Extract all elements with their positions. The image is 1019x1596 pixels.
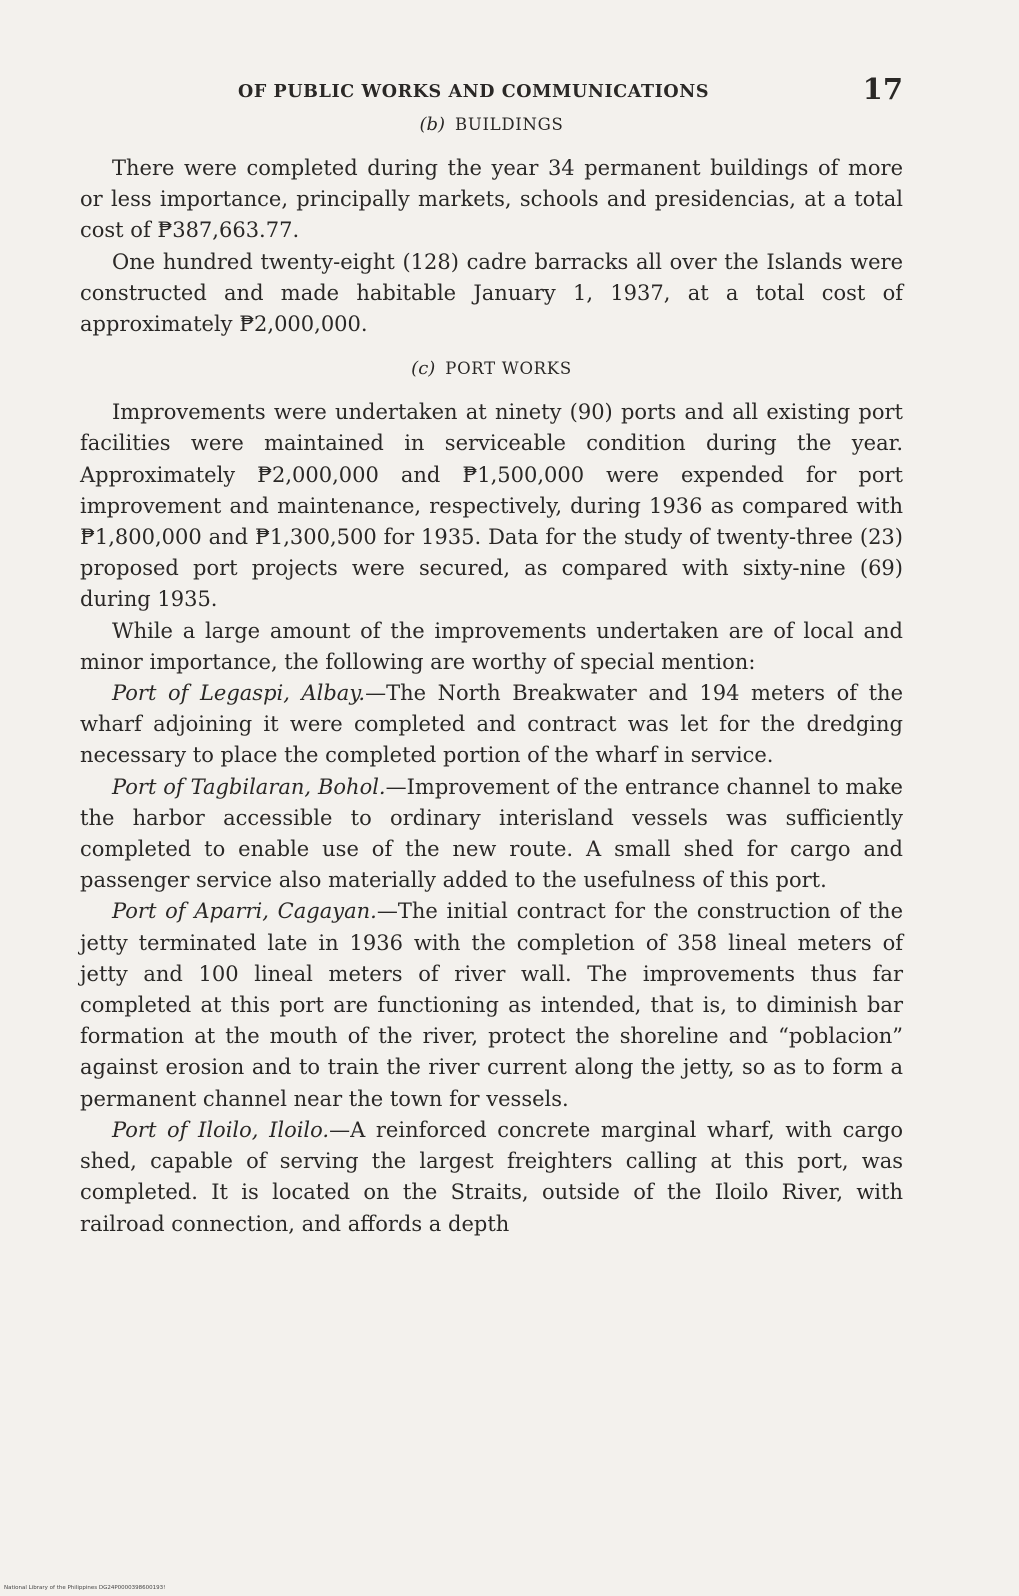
section-title: BUILDINGS [455,115,564,134]
paragraph-port-improvements: Improvements were undertaken at ninety (90) ports and all existing port facilities were maintained in serviceable condition during the year. Approximately ₱2,000,000 and ₱1,500,000 were expended for port improvement and maintenance, respectively, during 1936 as compared with ₱1,800,000 and ₱1,300,500 for 1935. Data for the study of twenty-three (23) proposed port projects were secured, as compared with sixty-nine (69) during 1935. [80,400,903,612]
port-name: Port of Legaspi, Albay. [112,681,366,706]
paragraph-port-legaspi [80,678,903,772]
running-head [80,70,903,114]
port-text: —A reinforced concrete marginal wharf, with cargo shed, capable of serving the largest freighters calling at this port, was completed. It is located on the Straits, outside of the Iloilo River, with railroad connection, and affords a depth [80,1117,903,1236]
paragraph-port-iloilo [80,1115,903,1240]
scan-footer-note: National Library of the Philippines DG24P0000398600193! [4,1585,166,1591]
paragraph-port-aparri [80,896,903,1114]
port-text: —The initial contract for the construction of the jetty terminated late in 1936 with the completion of 358 lineal meters of jetty and 100 lineal meters of river wall. The improvements thus far completed at this port are functioning as intended, that is, to diminish bar formation at the mouth of the river, protect the shoreline and “poblacion” against erosion and to train the river current along the jetty, so as to form a permanent channel near the town for vessels. [80,899,904,1111]
section-heading-buildings [80,114,903,135]
document-page [80,70,903,1240]
section-label: (b) [419,114,446,135]
page-number: 17 [862,72,903,106]
paragraph-cadre-barracks: One hundred twenty-eight (128) cadre barracks all over the Islands were constructed and made habitable January 1, 1937, at a total cost of approximately ₱2,000,000. [80,249,903,337]
port-text: —Improvement of the entrance channel to make the harbor accessible to ordinary interisland vessels was sufficiently completed to enable use of the new route. A small shed for cargo and passenger service also materially added to the usefulness of this port. [80,774,903,893]
port-name: Port of Aparri, Cagayan. [112,899,377,924]
port-name: Port of Iloilo, Iloilo. [112,1117,330,1142]
section-heading-port-works [80,358,903,379]
paragraph-buildings-summary: There were completed during the year 34 permanent buildings of more or less importance, principally markets, schools and presidencias, at a total cost of ₱387,663.77. [80,156,903,243]
section-title: PORT WORKS [445,359,572,379]
paragraph-port-tagbilaran [80,772,903,897]
section-label: (c) [411,358,436,380]
port-name: Port of Tagbilaran, Bohol. [112,774,386,799]
paragraph-special-mention: While a large amount of the improvements undertaken are of local and minor importance, the following are worthy of special mention: [80,618,903,674]
running-title: OF PUBLIC WORKS AND COMMUNICATIONS [238,82,710,102]
port-text: —The North Breakwater and 194 meters of the wharf adjoining it were completed and contract was let for the dredging necessary to place the completed portion of the wharf in service. [80,681,903,768]
